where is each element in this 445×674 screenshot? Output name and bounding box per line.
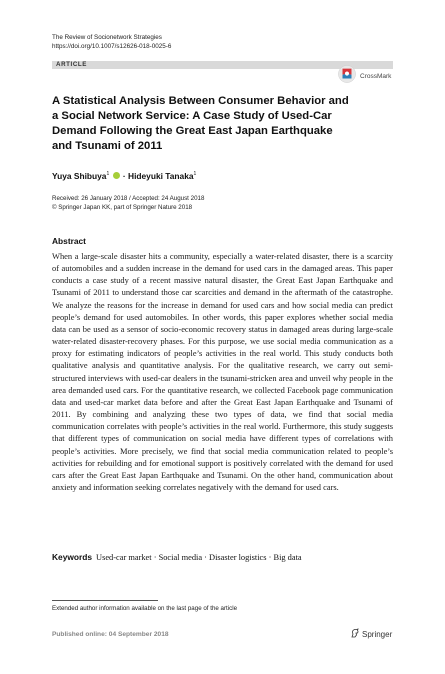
received-accepted-dates: Received: 26 January 2018 / Accepted: 24 August 2018 — [52, 195, 205, 202]
springer-horse-icon — [350, 628, 360, 638]
doi-link[interactable]: https://doi.org/10.1007/s12626-018-0025-6 — [52, 43, 172, 50]
keywords-label: Keywords — [52, 552, 93, 562]
affiliation-marker: 1 — [106, 171, 110, 177]
publisher-name: Springer — [362, 630, 393, 639]
published-date: Published online: 04 September 2018 — [52, 631, 169, 638]
keywords — [52, 552, 302, 562]
article-type-label: ARTICLE — [56, 61, 88, 68]
crossmark-icon — [338, 65, 356, 83]
affiliation-marker: 1 — [193, 171, 197, 177]
publisher-logo[interactable] — [350, 628, 392, 639]
footnote-divider — [52, 600, 158, 601]
orcid-icon[interactable] — [113, 172, 120, 179]
paper-title: A Statistical Analysis Between Consumer Behavior and a Social Network Service: A Case Study of Used-Car Demand Following the Great East Japan Earthquake and Tsunami of 2011 — [52, 95, 349, 152]
footnote: Extended author information available on the last page of the article — [52, 605, 238, 612]
crossmark-label: CrossMark — [360, 73, 392, 80]
author-name[interactable]: Yuya Shibuya — [52, 170, 107, 181]
keywords-list: Used-car market · Social media · Disaster logistics · Big data — [96, 553, 302, 562]
abstract-heading: Abstract — [52, 236, 86, 246]
author-list — [52, 168, 196, 182]
author-separator: · — [122, 170, 126, 181]
copyright-notice: © Springer Japan KK, part of Springer Nature 2018 — [52, 204, 193, 211]
author-name[interactable]: Hideyuki Tanaka — [128, 170, 194, 181]
abstract-body: When a large-scale disaster hits a community, especially a water-related disaster, there is a scarcity of automobiles and a sudden increase in the demand for used cars in the damaged areas. This paper conducts a case study of a recent massive natural disaster, the Great East Japan Earthquake and Tsunami of 2011 to understand those car scarcities and demand in the aftermath of the catastrophe. We analyze the reasons for the increase in demand for used cars and how social media can predict people’s demand for used automobiles. In other words, this paper explores whether social media data can be used as a sensor of socio-economic recovery status in damaged areas during large-scale water-related disaster-recovery phases. For this purpose, we use social media communication as a proxy for estimating indicators of people’s activities in the real world. This study conducts both qualitative analysis and quantitative analysis. For the qualitative research, we carry out semi-structured interviews with used-car dealers in the tsunami-stricken area and unveil why people in the area demanded used cars. For the quantitative research, we collected Facebook page communication data and used-car market data before and after the Great East Japan Earthquake and Tsunami of 2011. By combining and analyzing these two types of data, we find that social media communication correlates with people’s activities in the real world. Furthermore, this study suggests that different types of communication on social media have different types of correlations with people’s activities. More precisely, we find that social media communication related to people’s activities for rebuilding and for emotional support is positively correlated with the demand for used cars after the Great East Japan Earthquake and Tsunami. On the other hand, communication about anxiety and information seeking correlates negatively with the demand for used cars. — [52, 251, 393, 492]
journal-header — [52, 33, 171, 51]
journal-name: The Review of Socionetwork Strategies — [52, 34, 162, 41]
crossmark-button[interactable] — [338, 65, 398, 83]
article-history — [52, 194, 204, 212]
